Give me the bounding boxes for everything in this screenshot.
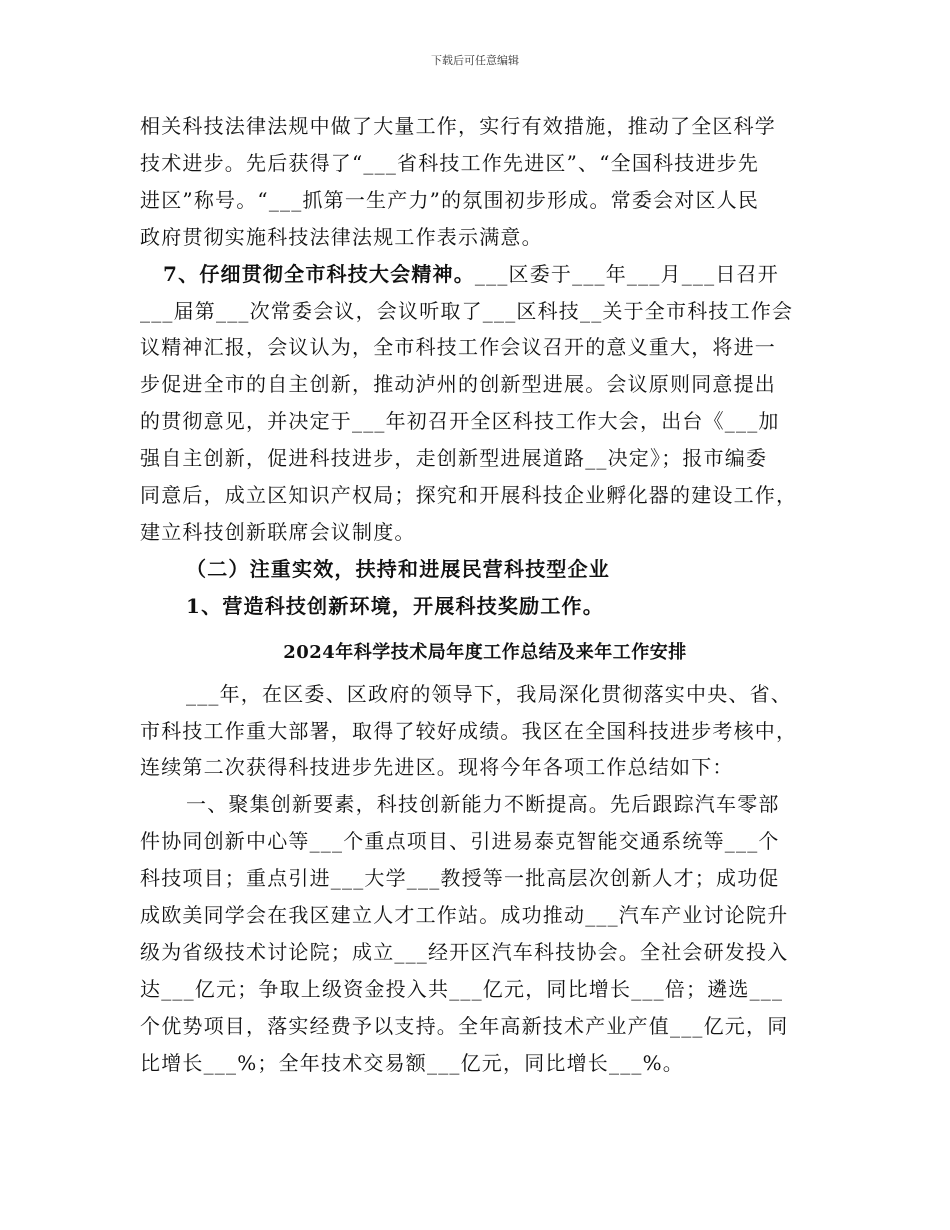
text-line: 相关科技法律法规中做了大量工作，实行有效措施，推动了全区科学	[140, 114, 776, 138]
text-line: 科技项目；重点引进___大学___教授等一批高层次创新人才；成功促	[140, 866, 780, 891]
item-1-heading	[140, 588, 830, 625]
text-line: 技术进步。先后获得了“___省科技工作先进区”、“全国科技进步先	[140, 150, 760, 175]
page-header: 下载后可任意编辑	[431, 54, 519, 67]
text-line: 进区”称号。“___抓第一生产力”的氛围初步形成。常委会对区人民	[140, 187, 760, 212]
text-line: ___年，在区委、区政府的领导下，我局深化贯彻落实中央、省、	[186, 681, 792, 706]
item-7-first-line: ___区委于___年___月___日召开	[474, 261, 779, 286]
text-line: 一、聚集创新要素，科技创新能力不断提高。先后跟踪汽车零部	[186, 792, 780, 817]
item-7-heading: 7、仔细贯彻全市科技大会精神。	[163, 261, 475, 286]
paragraph-part-1	[140, 786, 830, 1081]
paragraph-intro	[140, 676, 830, 787]
paragraph-item-7	[140, 256, 830, 551]
text-line: 步促进全市的自主创新，推动泸州的创新型进展。会议原则同意提出	[140, 372, 776, 397]
text-line: 成欧美同学会在我区建立人才工作站。成功推动___汽车产业讨论院升	[140, 903, 789, 928]
text-line: 的贯彻意见，并决定于___年初召开全区科技工作大会，出台《___加	[140, 409, 780, 434]
text-line: 级为省级技术讨论院；成立___经开区汽车科技协会。全社会研发投入	[140, 939, 789, 964]
text-line	[140, 256, 830, 293]
text-line: 同意后，成立区知识产权局；探究和开展科技企业孵化器的建设工作，	[140, 483, 798, 508]
text-line: 比增长___%；全年技术交易额___亿元，同比增长___%。	[140, 1050, 685, 1075]
paragraph-legal-work	[140, 108, 830, 256]
text-line: 市科技工作重大部署，取得了较好成绩。我区在全国科技进步考核中，	[140, 718, 798, 743]
text-line: 建立科技创新联席会议制度。	[140, 519, 416, 544]
text-line: 件协同创新中心等___个重点项目、引进易泰克智能交通系统等___个	[140, 829, 780, 854]
section-heading-2	[140, 551, 830, 588]
document-title: 2024年科学技术局年度工作总结及来年工作安排	[283, 641, 687, 663]
text-line: ___届第___次常委会议，会议听取了___区科技__关于全市科技工作会	[140, 298, 794, 323]
text-line: 个优势项目，落实经费予以支持。全年高新技术产业产值___亿元，同	[140, 1013, 789, 1038]
text-line: 议精神汇报，会议认为，全市科技工作会议召开的意义重大，将进一	[140, 335, 776, 360]
document-body	[140, 108, 830, 1082]
text-line: 连续第二次获得科技进步先进区。现将今年各项工作总结如下：	[140, 755, 734, 780]
text-line: 强自主创新，促进科技进步，走创新型进展道路__决定》；报市编委	[140, 446, 768, 471]
text-line: （二）注重实效，扶持和进展民营科技型企业	[186, 556, 610, 581]
text-line: 1、营造科技创新环境，开展科技奖励工作。	[186, 593, 604, 618]
text-line: 达___亿元；争取上级资金投入共___亿元，同比增长___倍；遴选___	[140, 976, 784, 1001]
text-line: 政府贯彻实施科技法律法规工作表示满意。	[140, 224, 543, 249]
